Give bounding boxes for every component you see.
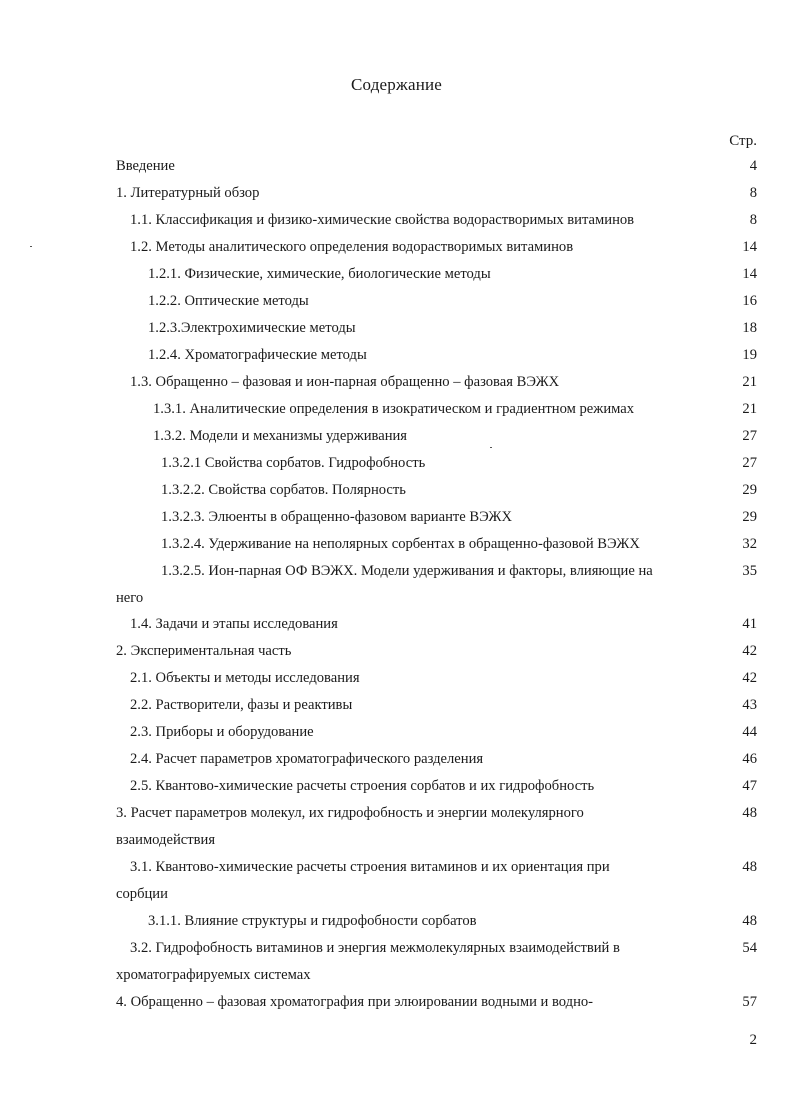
toc-entry-text: сорбции xyxy=(116,886,168,902)
toc-entry-text: хроматографируемых системах xyxy=(116,967,311,983)
toc-entry-text: 1.3.2.2. Свойства сорбатов. Полярность xyxy=(161,482,406,498)
toc-entry-page: 29 xyxy=(742,482,757,498)
toc-entry-text: 1.2. Методы аналитического определения водорастворимых витаминов xyxy=(130,239,574,255)
toc-entry-text: 1.3.2.5. Ион-парная ОФ ВЭЖХ. Модели удерживания и факторы, влияющие на xyxy=(161,563,653,579)
toc-entry-text: 1.2.1. Физические, химические, биологические методы xyxy=(148,266,491,282)
toc-entry-page: 8 xyxy=(749,185,757,201)
scan-speck xyxy=(30,246,32,247)
toc-entry-page: 27 xyxy=(742,455,757,471)
toc-entry-page: 19 xyxy=(742,347,757,363)
scan-speck xyxy=(490,447,492,448)
page-number: 2 xyxy=(749,1032,757,1048)
toc-entry-page: 8 xyxy=(749,212,757,228)
toc-entry-page: 35 xyxy=(742,563,757,579)
toc-entry-text: 3.1.1. Влияние структуры и гидрофобности сорбатов xyxy=(148,913,477,929)
toc-entry-text: 1.4. Задачи и этапы исследования xyxy=(130,616,338,632)
toc-entry-text: 2.5. Квантово-химические расчеты строения сорбатов и их гидрофобность xyxy=(130,778,595,794)
toc-entry-page: 21 xyxy=(742,401,757,417)
toc-entry-text: 1.3.2.3. Элюенты в обращенно-фазовом варианте ВЭЖХ xyxy=(161,509,512,525)
toc-entry-text: 1. Литературный обзор xyxy=(116,185,260,201)
toc-entry-text: 1.1. Классификация и физико-химические свойства водорастворимых витаминов xyxy=(130,212,635,228)
toc-entry-text: 1.2.2. Оптические методы xyxy=(148,293,309,309)
toc-entry-text: 1.3.2. Модели и механизмы удерживания xyxy=(153,428,408,444)
toc-entry-page: 32 xyxy=(742,536,757,552)
toc-entry-page: 14 xyxy=(742,266,757,282)
toc-entry-text: взаимодействия xyxy=(116,832,216,848)
toc-entry-page: 48 xyxy=(742,805,757,821)
toc-entry-text: Введение xyxy=(116,158,175,174)
toc-entry-page: 14 xyxy=(742,239,757,255)
toc-entry-page: 44 xyxy=(742,724,757,740)
toc-entry-text: 2.2. Растворители, фазы и реактивы xyxy=(130,697,353,713)
toc-entry-page: 21 xyxy=(742,374,757,390)
toc-entry-text: 2.1. Объекты и методы исследования xyxy=(130,670,360,686)
toc-entry-page: 42 xyxy=(742,670,757,686)
toc-entry-text: 3.1. Квантово-химические расчеты строения витаминов и их ориентация при xyxy=(130,859,610,875)
toc-entry-text: него xyxy=(116,590,144,606)
page-column-label: Стр. xyxy=(729,133,757,149)
toc-entry-page: 42 xyxy=(742,643,757,659)
toc-entry-text: 3. Расчет параметров молекул, их гидрофобность и энергии молекулярного xyxy=(116,805,584,821)
toc-entry-text: 1.3.2.1 Свойства сорбатов. Гидрофобность xyxy=(161,455,426,471)
toc-entry-page: 46 xyxy=(742,751,757,767)
page-title: Содержание xyxy=(350,75,443,94)
toc-entry-page: 18 xyxy=(742,320,757,336)
toc-entry-page: 57 xyxy=(742,994,757,1010)
toc-entry-text: 4. Обращенно – фазовая хроматография при элюировании водными и водно- xyxy=(116,994,594,1010)
toc-entry-page: 48 xyxy=(742,859,757,875)
toc-entry-text: 2.4. Расчет параметров хроматографического разделения xyxy=(130,751,484,767)
toc-entry-page: 16 xyxy=(742,293,757,309)
toc-entry-page: 48 xyxy=(742,913,757,929)
toc-entry-text: 2. Экспериментальная часть xyxy=(116,643,292,659)
toc-entry-text: 1.3.2.4. Удерживание на неполярных сорбентах в обращенно-фазовой ВЭЖХ xyxy=(161,536,640,552)
toc-entry-page: 43 xyxy=(742,697,757,713)
toc-entry-text: 1.2.3.Электрохимические методы xyxy=(148,320,356,336)
toc-entry-text: 1.3.1. Аналитические определения в изократическом и градиентном режимах xyxy=(153,401,635,417)
toc-entry-page: 54 xyxy=(742,940,757,956)
toc-entry-page: 29 xyxy=(742,509,757,525)
toc-entry-page: 27 xyxy=(742,428,757,444)
toc-entry-page: 4 xyxy=(749,158,757,174)
toc-entry-text: 2.3. Приборы и оборудование xyxy=(130,724,314,740)
toc-entry-text: 3.2. Гидрофобность витаминов и энергия межмолекулярных взаимодействий в xyxy=(130,940,620,956)
toc-entry-page: 41 xyxy=(742,616,757,632)
toc-entry-text: 1.2.4. Хроматографические методы xyxy=(148,347,367,363)
toc-entry-text: 1.3. Обращенно – фазовая и ион-парная обращенно – фазовая ВЭЖХ xyxy=(130,374,560,390)
toc-entry-page: 47 xyxy=(742,778,757,794)
